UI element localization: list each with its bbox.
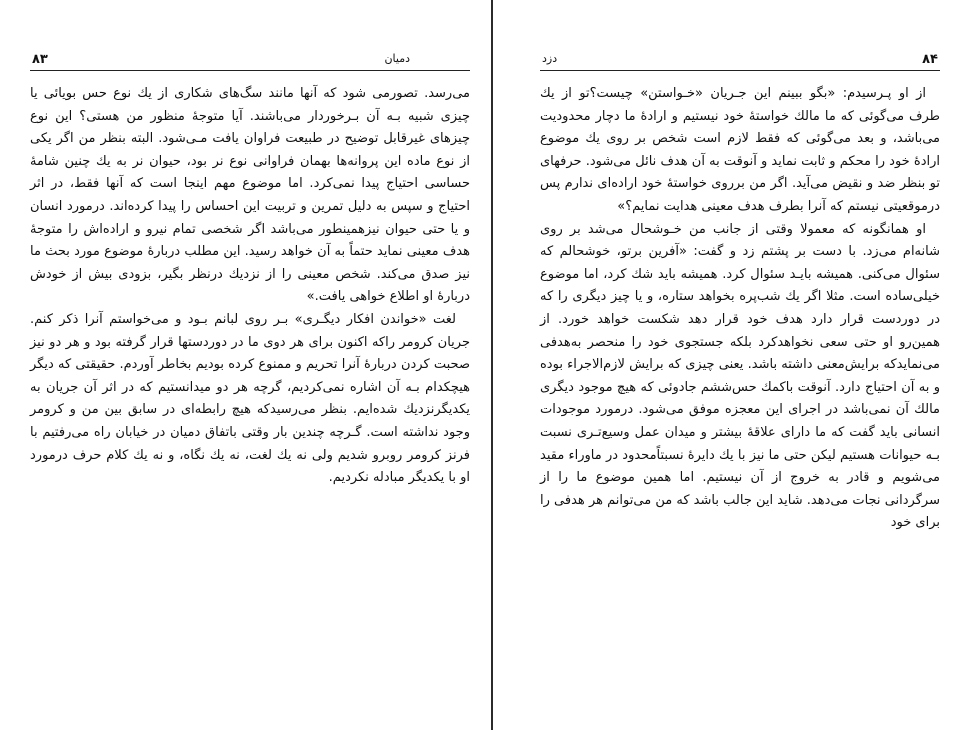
left-paragraph-1: می‌رسد. تصورمی شود که آنها مانند سگ‌های شکاری از یك نوع حس بویائی یا چیزی شبیه بـه آن بـرخوردار می‌باشند. آیا متوجهٔ منظور من هستی؟ این نوع چیزهای غیرقابل توضیح در طبیعت فراوان یافت مـی‌شود. البته بنظر من اگر یکی از نوع ماده این پروانه‌ها بهمان فراوانی نوع نر بود، حیوان نر به یك چنین شامهٔ حساسی احتیاج پیدا نمی‌کرد. اما موضوع مهم اینجا است که آنها فقط، در اثر احتیاج و سپس به دلیل تمرین و تربیت این احساس را پیدا کرده‌اند. درمورد انسان و یا حتی حیوان نیزهمینطور می‌باشد اگر شخصی تمام نیرو و اراده‌اش را متوجهٔ هدف معینی نماید حتماً به آن خواهد رسید. این مطلب دربارهٔ موضوع مورد بحث ما نیز صدق می‌کند. شخص معینی را از نزدیك درنظر بگیر، بزودی بیش از خودش دربارهٔ او اطلاع خواهی یافت.» [30, 86, 470, 305]
right-page [540, 52, 940, 535]
left-running-title: دمیان [384, 52, 410, 65]
left-page-header [30, 52, 470, 71]
right-page-body [540, 83, 940, 535]
right-paragraph-2: او همانگونه که معمولا وقتی از جانب من خـوشحال می‌شد بر روی شانه‌ام می‌زد. با دست بر پشتم زد و گفت: «آفرین برتو، خوشحالم که سئوال می‌کنی. همیشه بایـد سئوال کرد. همیشه باید شك کرد، اما موضوع خیلی‌ساده است. مثلا اگر یك شب‌پره بخواهد ستاره، و یا چیز دیگری را که در دوردست قرار دارد هدف خود قرار دهد شکست خواهد خورد. از همین‌رو او حتی سعی نخواهدکرد بلکه جستجوی خود را منحصر به‌هدفی می‌نمایدکه برایش‌معنی داشته باشد. یعنی چیزی که برایش لازم‌الاجراء بوده و به آن احتیاج دارد. آنوقت باکمك حس‌ششم جادوئی که هیچ موجود دیگری مالك آن نمی‌باشد در اجرای این معجزه موفق می‌شود. درمورد موجودات انسانی باید گفت که ما دارای علاقهٔ بیشتر و میدان عمل وسیع‌تـری نسبت بـه حیوانات هستیم لیکن حتی ما نیز با یك دایرهٔ نسبتاًمحدود در ماوراء مقید می‌شویم و قادر به خروج از آن نیستیم. اما همین موضوع ما را از سرگردانی نجات می‌دهد. شاید این جالب باشد که من می‌توانم هر هدفی را برای خود [540, 221, 940, 531]
right-paragraph-1: از او پـرسیدم: «بگو ببینم این جـریان «خـواستن» چیست؟تو از یك طرف می‌گوئی که ما مالك خواستهٔ خود نیستیم و ارادهٔ ما دچار محدودیت می‌باشد، و بعد می‌گوئی که فقط لازم است شخص بر روی یك موضوع ارادهٔ خود را محکم و ثابت نماید و آنوقت به آن هدف نائل می‌شود. حرفهای تو بنظر ضد و نقیض می‌آید. اگر من برروی خواستهٔ خود اراده‌ای ندارم پس درموقعیتی نیستم که آنرا بطرف هدف معینی هدایت نمایم؟» [540, 86, 940, 214]
page-gutter [491, 0, 493, 730]
left-page-body [30, 83, 470, 490]
left-paragraph-2: لغت «خواندن افکار دیگـری» بـر روی لبانم بـود و می‌خواستم آنرا ذکر کنم. جریان کرومر راکه اکنون برای هر دوی ما در دوردستها قرار گرفته بود و هر دو نیز صحبت کردن دربارهٔ آنرا تحریم و ممنوع کرده بودیم بخاطر آوردم. حقیقتی که دیگر هیچکدام بـه آن اشاره نمی‌کردیم، گرچه هر دو میدانستیم که در اثر آن جریان به یکدیگرنزدیك شده‌ایم. بنظر می‌رسیدکه هیچ رابطه‌ای در سابق بین من و کرومر وجود نداشته است. گـرچه چندین بار وقتی باتفاق دمیان در خیابان راه می‌رفتیم با فرنز کرومر روبرو شدیم ولی نه یك لغت، نه یك نگاه، و نه یك کلام حرف درمورد او با یکدیگر مبادله نکردیم. [30, 311, 470, 486]
right-page-number: ۸۴ [922, 52, 938, 67]
left-page-number: ۸۳ [32, 52, 48, 67]
right-running-title: دزد [542, 52, 558, 65]
left-page [30, 52, 470, 490]
right-page-header [540, 52, 940, 71]
